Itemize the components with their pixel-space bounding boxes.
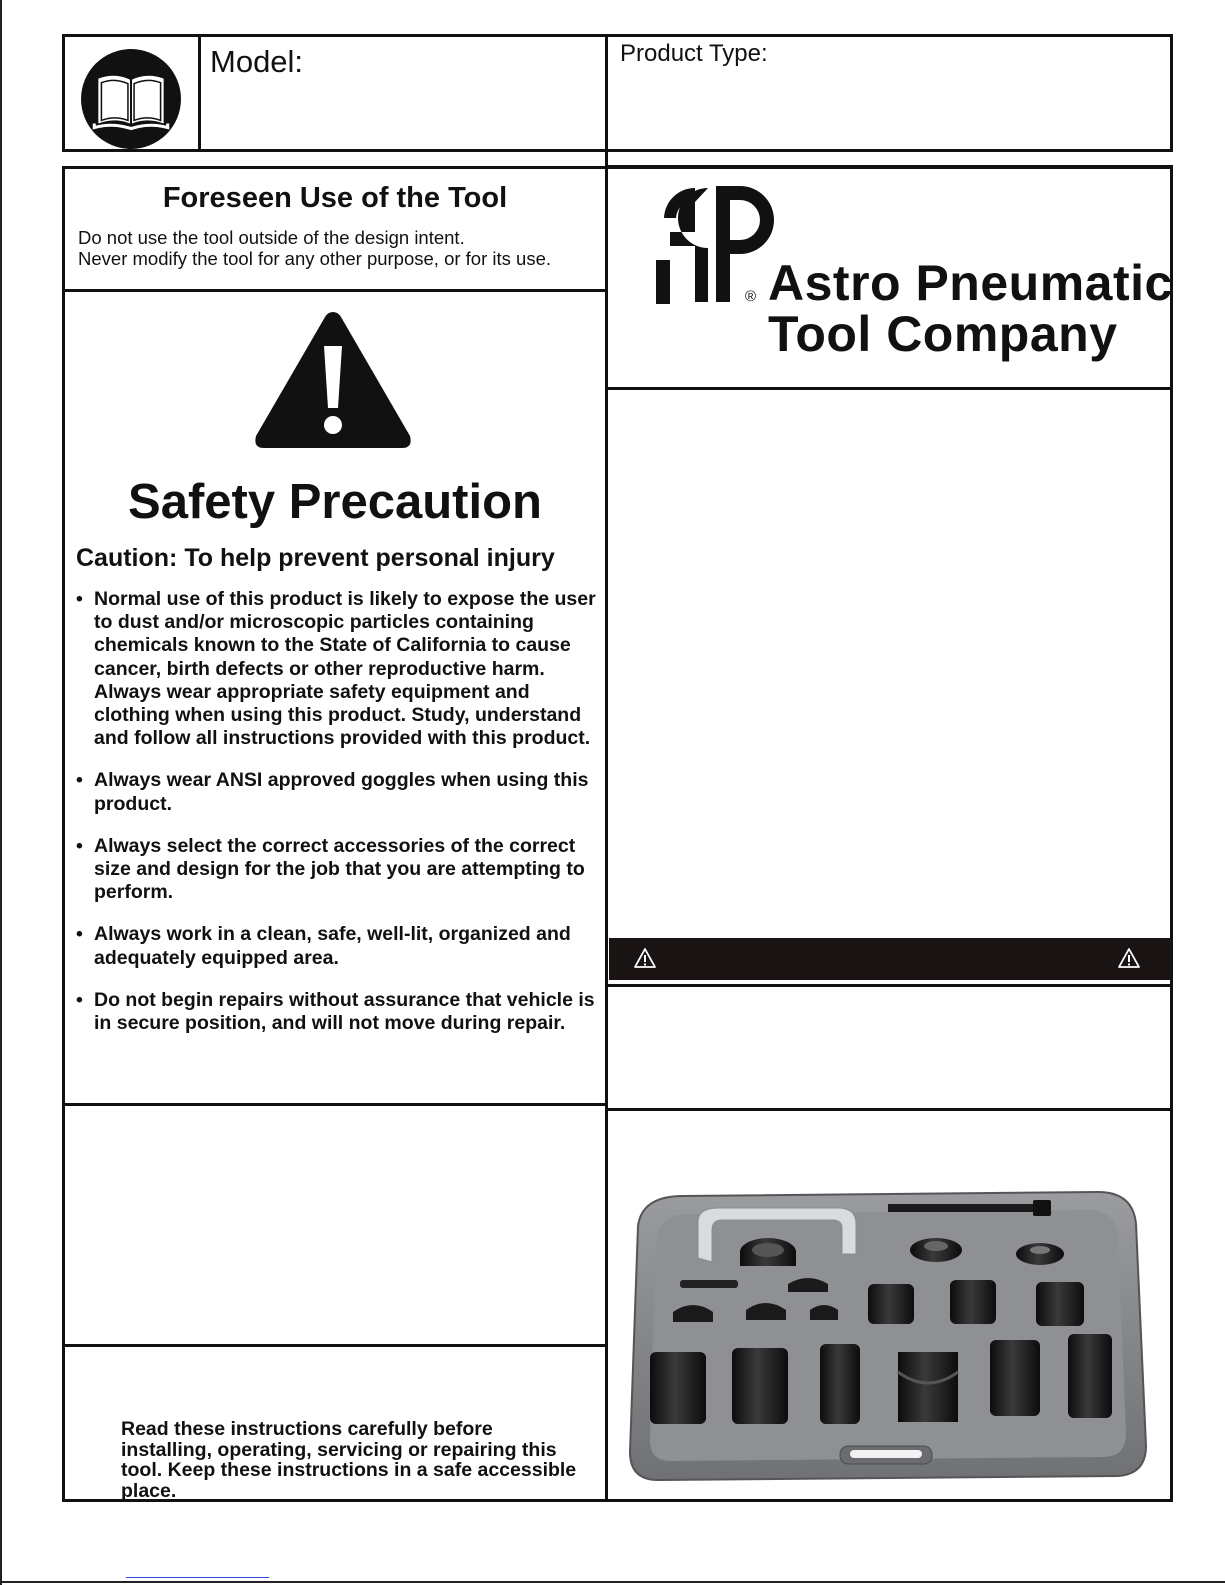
caution-heading: Caution: To help prevent personal injury (76, 544, 555, 572)
left-divider-3 (62, 1344, 608, 1347)
astro-logo-mark (650, 180, 780, 305)
registered-mark: ® (745, 288, 757, 305)
brand-name-line1: Astro Pneumatic (768, 255, 1173, 311)
foreseen-use-title: Foreseen Use of the Tool (162, 182, 508, 214)
left-divider-1 (62, 289, 608, 292)
header-divider-center (605, 34, 608, 152)
brand-name-line2: Tool Company (768, 306, 1118, 362)
safety-bullet: • Always select the correct accessories of the correct size and design for the job that you are attempting to perform. (76, 835, 596, 905)
header-divider-icon (198, 34, 201, 152)
product-type-label: Product Type: (620, 40, 768, 67)
right-divider-3 (605, 1108, 1173, 1111)
open-book-icon (80, 48, 182, 150)
warning-icon-left (633, 947, 657, 969)
page-edge-left (0, 0, 2, 1585)
safety-precaution-title: Safety Precaution (128, 475, 542, 529)
safety-bullet: • Normal use of this product is likely to expose the user to dust and/or microscopic particles containing chemicals known to the State of California to cause cancer, birth defects or other reproductive harm. Always wear appropriate safety equipment and clothing when using this product. Study, understand and follow all instructions provided with this product. (76, 588, 596, 750)
warning-bar (609, 938, 1172, 980)
right-divider-1 (605, 387, 1173, 390)
left-divider-2 (62, 1103, 608, 1106)
safety-bullet-list (76, 588, 596, 1054)
safety-bullet: • Always work in a clean, safe, well-lit, organized and adequately equipped area. (76, 923, 596, 969)
read-instructions-notice: Read these instructions carefully before installing, operating, servicing or repairing this tool. Keep these instructions in a safe accessible place. (121, 1418, 577, 1502)
page-edge-bottom (0, 1581, 1225, 1583)
warning-triangle-icon (252, 308, 414, 452)
foreseen-line-2: Never modify the tool for any other purpose, or for its use. (78, 248, 552, 269)
foreseen-use-text (78, 227, 598, 269)
model-label: Model: (210, 44, 304, 79)
product-kit-image (628, 1184, 1148, 1486)
warning-icon-right (1117, 947, 1141, 969)
foreseen-line-1: Do not use the tool outside of the design intent. (78, 227, 465, 248)
safety-bullet: • Always wear ANSI approved goggles when using this product. (76, 769, 596, 815)
link-underline[interactable] (126, 1577, 269, 1578)
right-divider-2 (605, 984, 1173, 987)
safety-bullet: • Do not begin repairs without assurance that vehicle is in secure position, and will not move during repair. (76, 989, 596, 1035)
